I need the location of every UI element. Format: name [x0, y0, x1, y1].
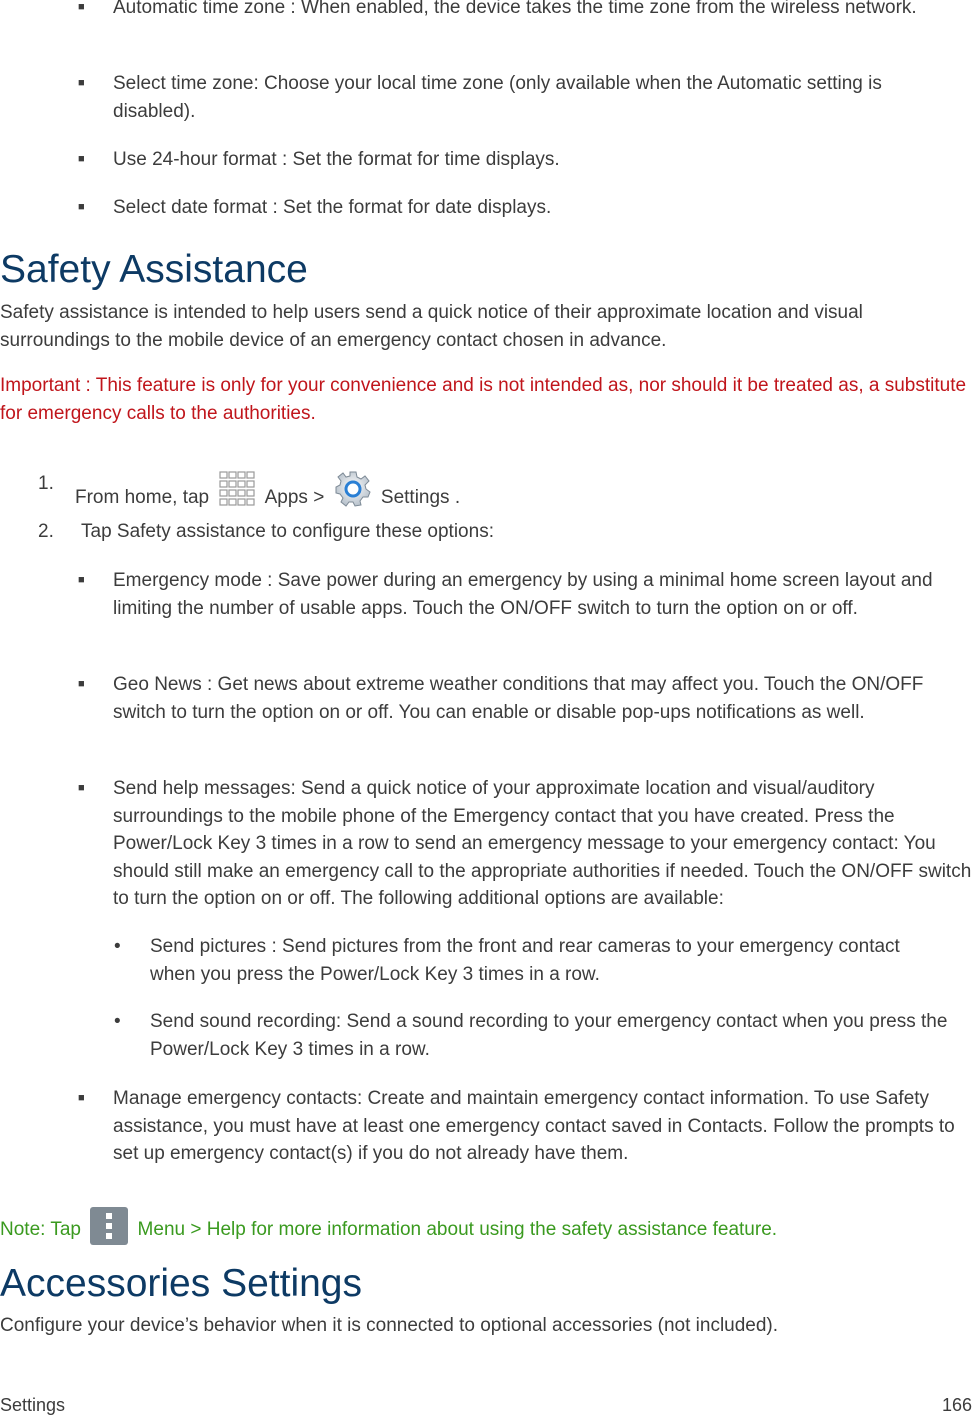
sub-option-send-sound-recording: Send sound recording: Send a sound recording to your emergency contact when you press the Power/Lock Key 3 times in a row. [150, 1011, 948, 1060]
bullet-dot: • [114, 1011, 121, 1032]
accessories-intro: Configure your device’s behavior when it is connected to optional accessories (not included). [0, 1315, 779, 1336]
apps-label: Apps [264, 487, 308, 508]
bullet-square: ■ [78, 1092, 85, 1104]
apps-grid-icon [218, 470, 256, 508]
safety-intro: Safety assistance is intended to help users send a quick notice of their approximate location and visual surroundings to the mobile device of an emergency contact chosen in advance. [0, 302, 863, 351]
note [0, 1207, 970, 1245]
step-2: Tap Safety assistance to configure these options: [81, 521, 494, 542]
option-manage-emergency-contacts: Manage emergency contacts: Create and maintain emergency contact information. To use Safety assistance, you must have at least one emergency contact saved in Contacts. Follow the prompts to set up emergency contact(s) if you do not already have them. [113, 1088, 955, 1164]
overflow-menu-icon [90, 1207, 128, 1245]
settings-label: Settings . [380, 487, 461, 508]
bullet-square: ■ [78, 201, 85, 213]
bullet-square: ■ [78, 574, 85, 586]
page-number: 166 [941, 1395, 972, 1415]
bullet-square: ■ [78, 678, 85, 690]
sub-option-send-pictures: Send pictures : Send pictures from the front and rear cameras to your emergency contact when you press the Power/Lock Key 3 times in a row. [150, 936, 900, 985]
bullet-date-format: Select date format : Set the format for date displays. [113, 197, 552, 218]
step-1 [75, 470, 955, 512]
note-text: Menu > Help for more information about using the safety assistance feature. [137, 1219, 778, 1240]
option-emergency-mode: Emergency mode : Save power during an emergency by using a minimal home screen layout and limiting the number of usable apps. Touch the ON/OFF switch to turn the option on or off. [113, 570, 933, 619]
gear-icon [334, 470, 372, 508]
option-geo-news: Geo News : Get news about extreme weather conditions that may affect you. Touch the ON/OFF switch to turn the option on or off. You can enable or disable pop-ups notifications as well. [113, 674, 924, 723]
path-separator: > [313, 487, 325, 508]
bullet-square: ■ [78, 153, 85, 165]
step-number: 1. [38, 473, 54, 494]
bullet-automatic-time-zone: Automatic time zone : When enabled, the device takes the time zone from the wireless network. [113, 0, 917, 18]
bullet-24-hour-format: Use 24-hour format : Set the format for time displays. [113, 149, 560, 170]
bullet-square: ■ [78, 77, 85, 89]
section-heading-accessories-settings: Accessories Settings [0, 1262, 362, 1305]
bullet-select-time-zone: Select time zone: Choose your local time zone (only available when the Automatic setting is disabled). [113, 73, 882, 122]
option-send-help-messages: Send help messages: Send a quick notice of your approximate location and visual/auditory surroundings to the mobile phone of the Emergency contact that you have created. Press the Power/Lock Key 3 times in a row to send an emergency message to your emergency contact: You should still make an emergency call to the appropriate authorities if needed. Touch the ON/OFF switch to turn the option on or off. The following additional options are available: [113, 778, 972, 909]
bullet-square: ■ [78, 782, 85, 794]
bullet-square: ■ [78, 1, 85, 13]
important-notice: Important : This feature is only for your convenience and is not intended as, nor should it be treated as, a substitute for emergency calls to the authorities. [0, 375, 967, 424]
bullet-dot: • [114, 936, 121, 957]
step-1-text: From home, tap [75, 487, 210, 508]
step-number: 2. [38, 521, 54, 542]
note-prefix: Note: Tap [0, 1219, 81, 1240]
footer-section-name: Settings [0, 1395, 66, 1415]
section-heading-safety-assistance: Safety Assistance [0, 248, 308, 291]
